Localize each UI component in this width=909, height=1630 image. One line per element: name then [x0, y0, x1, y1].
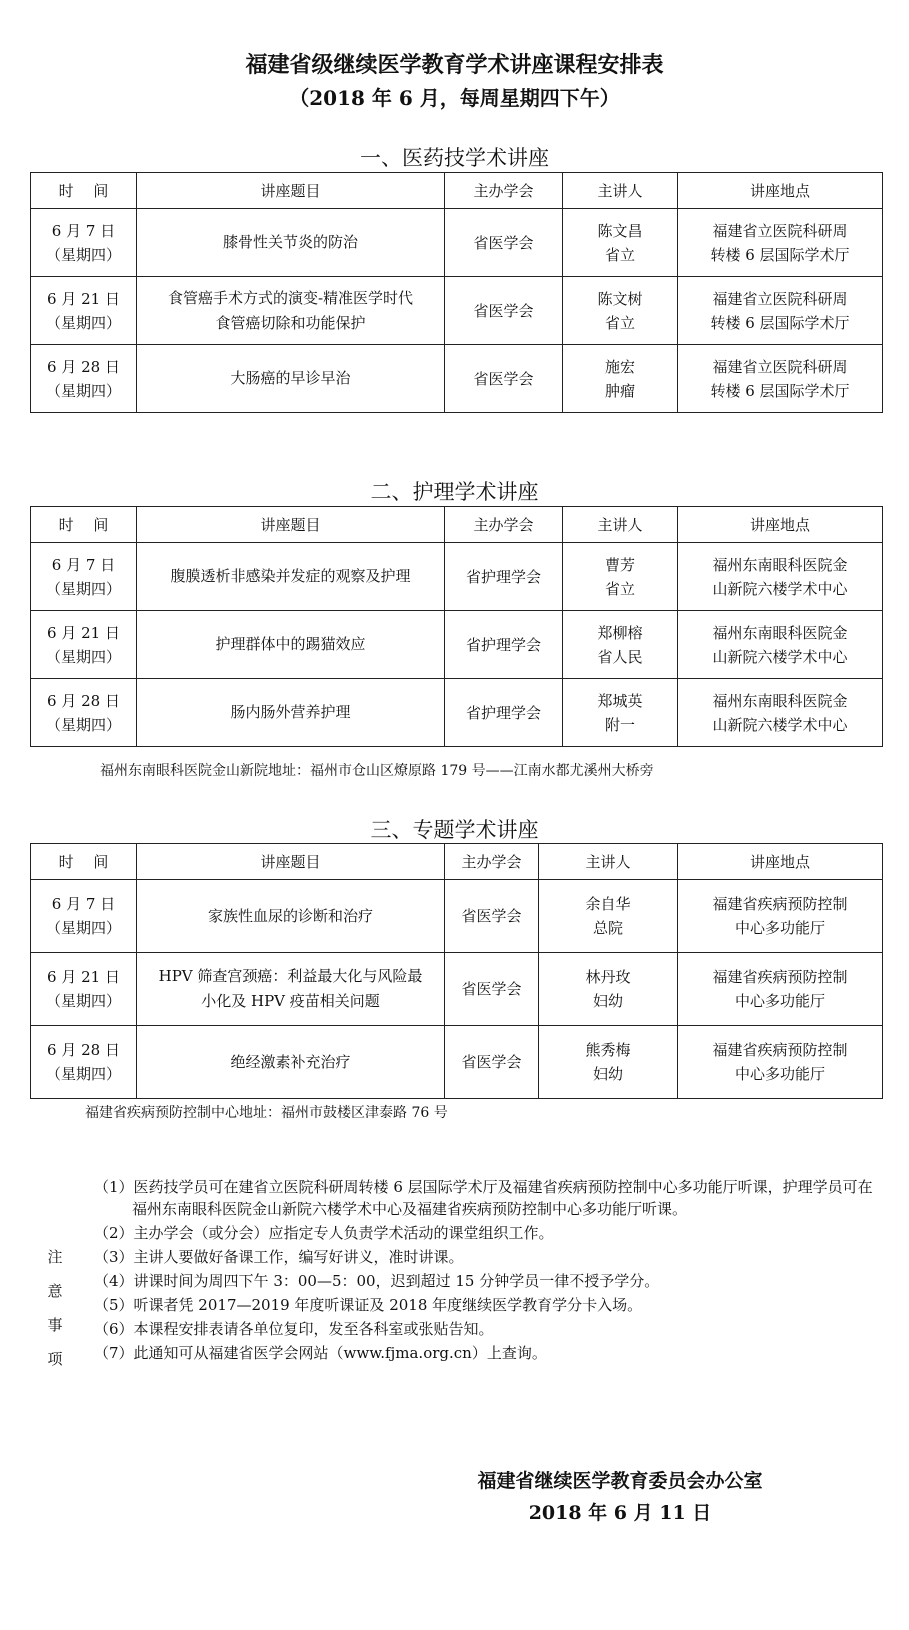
cell-speaker	[563, 679, 678, 747]
cell-date	[31, 953, 137, 1026]
cell-host: 省护理学会	[445, 611, 563, 679]
cell-venue	[678, 209, 883, 277]
speaker-affiliation: 省立	[604, 313, 635, 332]
cell-venue	[678, 543, 883, 611]
speaker-affiliation: 省人民	[597, 647, 643, 666]
venue-line: 山新院六楼学术中心	[712, 579, 848, 598]
cell-topic	[137, 679, 445, 747]
note-item-5: （5）听课者凭 2017—2019 年度听课证及 2018 年度继续医学教育学分卡入场。	[94, 1296, 643, 1314]
topic-line: 大肠癌的早诊早治	[230, 369, 351, 387]
section-2-heading: 二、护理学术讲座	[370, 480, 539, 504]
cell-venue	[678, 953, 883, 1026]
header-time: 时 间	[31, 844, 137, 880]
venue-line: 山新院六楼学术中心	[712, 647, 848, 666]
table-row	[31, 880, 883, 953]
date-text: 6 月 7 日	[51, 895, 116, 913]
topic-line: 肠内肠外营养护理	[230, 703, 351, 721]
weekday-text: （星期四）	[45, 715, 121, 734]
venue-line: 福州东南眼科医院金	[712, 691, 848, 710]
header-host: 主办学会	[445, 507, 563, 543]
weekday-text: （星期四）	[45, 992, 121, 1010]
cell-host: 省医学会	[445, 880, 539, 953]
header-topic: 讲座题目	[137, 844, 445, 880]
speaker-name: 陈文昌	[597, 221, 643, 240]
cell-venue	[678, 679, 883, 747]
venue-line: 中心多功能厅	[734, 919, 825, 937]
note-item-2: （2）主办学会（或分会）应指定专人负责学术活动的课堂组织工作。	[94, 1224, 554, 1242]
venue-line: 福建省立医院科研周	[712, 357, 848, 376]
section-1-heading: 一、医药技学术讲座	[360, 146, 549, 170]
topic-line: 家族性血尿的诊断和治疗	[207, 906, 373, 925]
date-text: 6 月 21 日	[47, 968, 120, 986]
notes-label	[44, 1240, 66, 1376]
header-topic: 讲座题目	[137, 173, 445, 209]
table-header-row	[31, 173, 883, 209]
cell-speaker	[563, 209, 678, 277]
speaker-affiliation: 妇幼	[592, 1065, 623, 1083]
cell-host: 省医学会	[445, 345, 563, 413]
date-text: 6 月 21 日	[47, 623, 120, 642]
speaker-name: 施宏	[604, 357, 635, 376]
notes-label-char: 意	[47, 1282, 63, 1300]
speaker-name: 余自华	[585, 895, 631, 913]
table-row	[31, 277, 883, 345]
note-item-6: （6）本课程安排表请各单位复印，发至各科室或张贴告知。	[94, 1320, 494, 1338]
header-speaker: 主讲人	[563, 173, 678, 209]
venue-line: 福建省疾病预防控制	[712, 895, 848, 913]
section-2-table	[30, 506, 883, 747]
speaker-affiliation: 肿瘤	[604, 381, 635, 400]
cell-date	[31, 611, 137, 679]
cell-topic	[137, 880, 445, 953]
notes-label-char: 项	[47, 1350, 63, 1368]
date-text: 6 月 7 日	[51, 221, 116, 240]
cell-date	[31, 209, 137, 277]
topic-line: 绝经激素补充治疗	[230, 1052, 351, 1071]
speaker-name: 郑城英	[597, 691, 643, 710]
cell-topic	[137, 209, 445, 277]
header-speaker: 主讲人	[539, 844, 678, 880]
header-host: 主办学会	[445, 844, 539, 880]
cell-host: 省护理学会	[445, 679, 563, 747]
notes-label-char: 事	[47, 1316, 63, 1334]
speaker-affiliation: 省立	[604, 245, 635, 264]
cell-venue	[678, 611, 883, 679]
weekday-text: （星期四）	[45, 579, 121, 598]
header-speaker: 主讲人	[563, 507, 678, 543]
venue-line: 福建省立医院科研周	[712, 289, 848, 308]
cell-speaker	[539, 880, 678, 953]
cell-date	[31, 1026, 137, 1099]
issuer-name: 福建省继续医学教育委员会办公室	[477, 1470, 763, 1492]
venue-line: 福建省疾病预防控制	[712, 968, 848, 986]
date-text: 6 月 21 日	[47, 289, 120, 308]
section-3-address-note: 福建省疾病预防控制中心地址：福州市鼓楼区津泰路 76 号	[85, 1105, 448, 1121]
note-item-7: （7）此通知可从福建省医学会网站（www.fjma.org.cn）上查询。	[94, 1344, 547, 1362]
date-text: 6 月 28 日	[47, 357, 120, 376]
speaker-affiliation: 总院	[592, 919, 623, 937]
table-row	[31, 209, 883, 277]
table-row	[31, 345, 883, 413]
cell-topic	[137, 277, 445, 345]
cell-speaker	[563, 611, 678, 679]
weekday-text: （星期四）	[45, 919, 121, 937]
venue-line: 福州东南眼科医院金	[712, 623, 848, 642]
issue-date: 2018 年 6 月 11 日	[528, 1502, 712, 1524]
table-header-row	[31, 507, 883, 543]
speaker-affiliation: 附一	[604, 715, 635, 734]
topic-line: HPV 筛查宫颈癌：利益最大化与风险最	[158, 967, 423, 985]
table-header-row	[31, 844, 883, 880]
speaker-name: 曹芳	[604, 555, 635, 574]
topic-line: 食管癌手术方式的演变-精准医学时代	[167, 288, 414, 307]
cell-host: 省医学会	[445, 277, 563, 345]
note-item-1: （1）医药技学员可在建省立医院科研周转楼 6 层国际学术厅及福建省疾病预防控制中心多功能厅听课，护理学员可在福州东南眼科医院金山新院六楼学术中心及福建省疾病预防控制中心多功能厅听课。	[94, 1178, 873, 1218]
header-time: 时 间	[31, 173, 137, 209]
cell-speaker	[563, 345, 678, 413]
topic-line: 腹膜透析非感染并发症的观察及护理	[170, 567, 411, 585]
cell-date	[31, 880, 137, 953]
cell-host: 省护理学会	[445, 543, 563, 611]
weekday-text: （星期四）	[45, 313, 121, 332]
table-row	[31, 1026, 883, 1099]
notes-list	[94, 1176, 884, 1366]
cell-host: 省医学会	[445, 209, 563, 277]
cell-topic	[137, 345, 445, 413]
notes-label-char: 注	[47, 1248, 63, 1266]
header-venue: 讲座地点	[678, 173, 883, 209]
cell-topic	[137, 611, 445, 679]
cell-topic	[137, 1026, 445, 1099]
weekday-text: （星期四）	[45, 245, 121, 264]
cell-topic	[137, 953, 445, 1026]
cell-host: 省医学会	[445, 953, 539, 1026]
header-topic: 讲座题目	[137, 507, 445, 543]
speaker-affiliation: 省立	[604, 579, 635, 598]
header-host: 主办学会	[445, 173, 563, 209]
weekday-text: （星期四）	[45, 1065, 121, 1083]
table-row	[31, 953, 883, 1026]
cell-venue	[678, 880, 883, 953]
cell-speaker	[563, 277, 678, 345]
section-2-address-note: 福州东南眼科医院金山新院地址：福州市仓山区燎原路 179 号——江南水都尤溪州大桥旁	[100, 763, 654, 779]
cell-speaker	[563, 543, 678, 611]
venue-line: 转楼 6 层国际学术厅	[710, 245, 850, 264]
note-item-3: （3）主讲人要做好备课工作，编写好讲义，准时讲课。	[94, 1248, 464, 1266]
venue-line: 福建省疾病预防控制	[712, 1041, 848, 1059]
document-subtitle: （2018 年 6 月，每周星期四下午）	[289, 86, 620, 110]
speaker-affiliation: 妇幼	[592, 992, 623, 1010]
section-1-table	[30, 172, 883, 413]
date-text: 6 月 28 日	[47, 691, 120, 710]
header-venue: 讲座地点	[678, 507, 883, 543]
speaker-name: 熊秀梅	[585, 1041, 631, 1059]
cell-speaker	[539, 1026, 678, 1099]
cell-venue	[678, 1026, 883, 1099]
cell-venue	[678, 277, 883, 345]
venue-line: 转楼 6 层国际学术厅	[710, 381, 850, 400]
cell-speaker	[539, 953, 678, 1026]
topic-line: 护理群体中的踢猫效应	[215, 635, 366, 653]
venue-line: 转楼 6 层国际学术厅	[710, 313, 850, 332]
cell-venue	[678, 345, 883, 413]
section-3-heading: 三、专题学术讲座	[370, 818, 539, 842]
note-item-4: （4）讲课时间为周四下午 3：00—5：00，迟到超过 15 分钟学员一律不授予学分。	[94, 1272, 660, 1290]
cell-host: 省医学会	[445, 1026, 539, 1099]
table-row	[31, 679, 883, 747]
weekday-text: （星期四）	[45, 647, 121, 666]
cell-date	[31, 277, 137, 345]
cell-date	[31, 679, 137, 747]
header-time: 时 间	[31, 507, 137, 543]
document-title: 福建省级继续医学教育学术讲座课程安排表	[245, 52, 664, 78]
topic-line: 小化及 HPV 疫苗相关问题	[201, 992, 380, 1010]
cell-date	[31, 543, 137, 611]
speaker-name: 林丹玫	[585, 968, 631, 986]
speaker-name: 陈文树	[597, 289, 643, 308]
venue-line: 中心多功能厅	[734, 992, 825, 1010]
topic-line: 食管癌切除和功能保护	[215, 313, 366, 332]
header-venue: 讲座地点	[678, 844, 883, 880]
weekday-text: （星期四）	[45, 381, 121, 400]
date-text: 6 月 7 日	[51, 555, 116, 574]
cell-date	[31, 345, 137, 413]
topic-line: 膝骨性关节炎的防治	[222, 233, 358, 251]
venue-line: 福州东南眼科医院金	[712, 555, 848, 574]
date-text: 6 月 28 日	[47, 1041, 120, 1059]
table-row	[31, 611, 883, 679]
speaker-name: 郑柳榕	[597, 623, 643, 642]
venue-line: 山新院六楼学术中心	[712, 715, 848, 734]
table-row	[31, 543, 883, 611]
venue-line: 中心多功能厅	[734, 1065, 825, 1083]
section-3-table	[30, 843, 883, 1099]
venue-line: 福建省立医院科研周	[712, 221, 848, 240]
cell-topic	[137, 543, 445, 611]
